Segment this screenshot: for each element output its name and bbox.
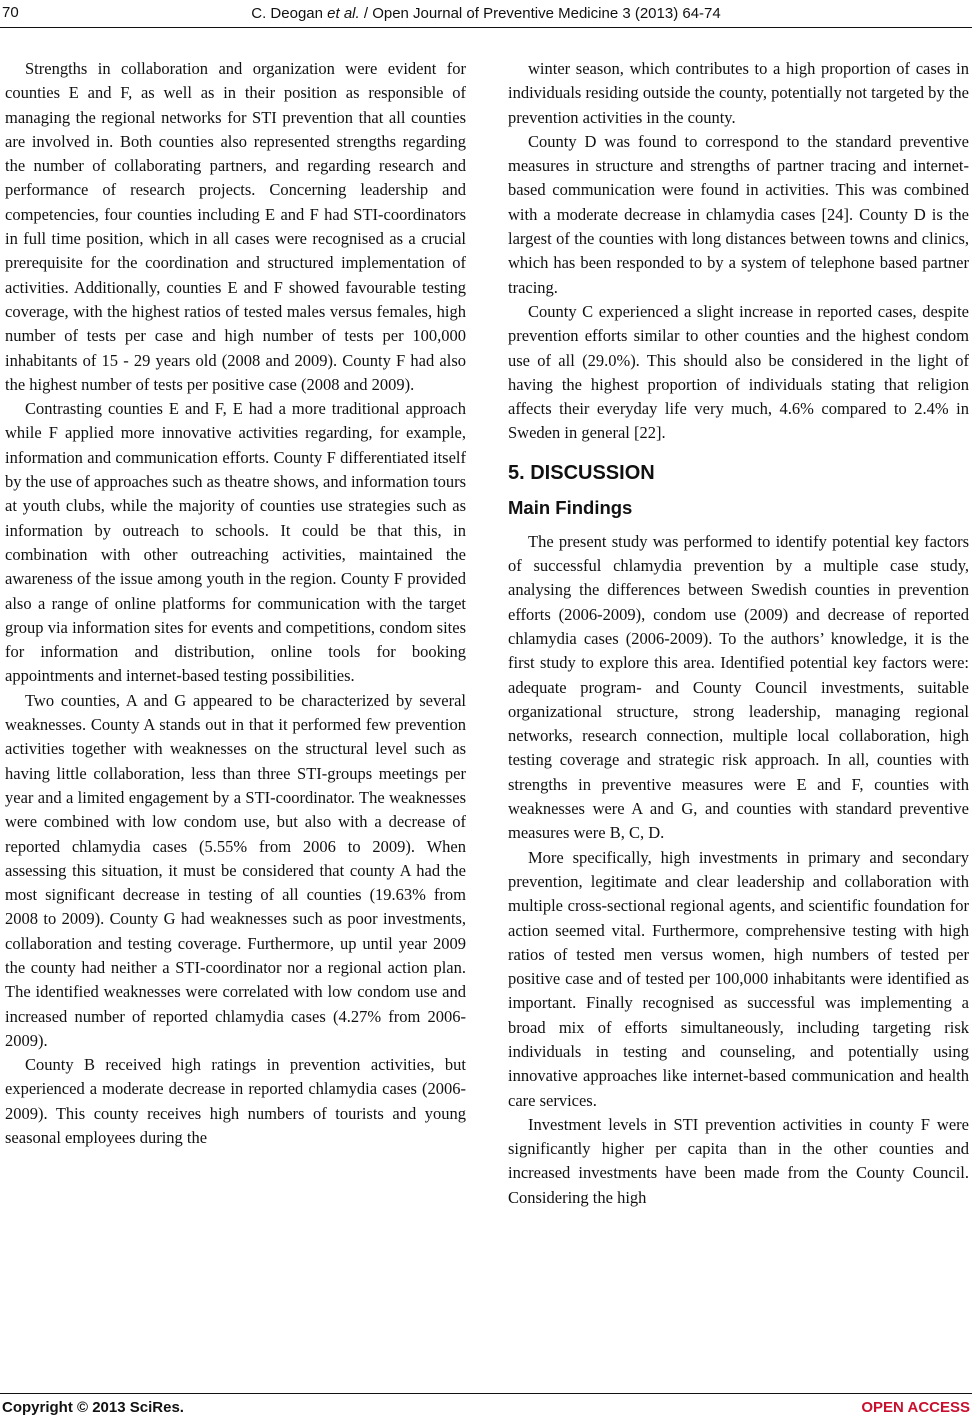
paragraph-county-c: County C experienced a slight increase in reported cases, despite prevention efforts similar to other counties and the highest condom use of all (29.0%). This should also be considered in the light of having the highest proportion of individuals stating that religion affects their everyday life very much, 4.6% compared to 2.4% in Sweden in general [22]. bbox=[508, 301, 969, 443]
footer-open-access: OPEN ACCESS bbox=[861, 1399, 970, 1416]
header-rule bbox=[0, 27, 972, 28]
paragraph-collaboration-strengths: Strengths in collaboration and organization were evident for counties E and F, as well as in their position as responsible of managing the regional networks for STI prevention that all counties are involved in. Both counties also represented strengths regarding the number of collaborating partners, and regarding research and performance of research projects. Concerning leadership and competencies, four counties including E and F had STI-coordinators in full time position, which in all cases were recognised as a crucial prerequisite for the coordination and structured implementation of activities. Additionally, counties E and F showed favourable testing coverage, with the highest ratios of tested males versus females, high number of tests per case and high number of tests per 100,000 inhabitants of 15 - 29 years old (2008 and 2009). County F had also the highest number of tests per positive case (2008 and 2009). bbox=[5, 59, 466, 394]
footer-rule bbox=[0, 1393, 972, 1394]
paragraph-county-d: County D was found to correspond to the standard preventive measures in structure and strengths of partner tracing and internet-based communication were found in activities. This was combined with a moderate decrease in chlamydia cases [24]. County D is the largest of the counties with long distances between towns and clinics, which has been responded to by a system of telephone based partner tracing. bbox=[508, 131, 969, 297]
paragraph-present-study: The present study was performed to identify potential key factors of successful chlamydia prevention by a multiple case study, analysing the differences between Swedish counties in prevention efforts (2006-2009), condom use (2009) and decrease of reported chlamydia cases (2006-2009). To the authors’ knowledge, it is the first study to explore this area. Identified potential key factors were: adequate program- and County Council investments, suitable organizational structure, strong leadership, managing regional networks, research connection, multiple local collaboration, high testing coverage and strategic risk approach. In all, counties with strengths in preventive measures were E and F, counties with weaknesses were A and G, and counties with standard preventive measures were B, C, D. bbox=[508, 531, 969, 843]
right-column bbox=[508, 57, 969, 1210]
header-authors: C. Deogan bbox=[251, 5, 328, 22]
paragraph-county-b: County B received high ratings in prevention activities, but experienced a moderate decrease in reported chlamydia cases (2006-2009). This county receives high numbers of tourists and young seasonal employees during the bbox=[5, 1055, 466, 1148]
paragraph-winter-season: winter season, which contributes to a high proportion of cases in individuals residing outside the county, potentially not targeted by the prevention activities in the county. bbox=[508, 59, 969, 127]
running-header bbox=[0, 5, 972, 22]
paragraph-contrasting-counties: Contrasting counties E and F, E had a more traditional approach while F applied more innovative activities regarding, for example, information and communication efforts. County F differentiated itself by the use of approaches such as theatre shows, and information tours at youth clubs, while the majority of counties use strategies such as information by outreach to schools. It could be that this, in combination with other outreaching activities, maintained the awareness of the issue among youth in the region. County F provided also a range of online platforms for communication with the target group via information sites for events and competitions, condom sites for information and distribution, online tools for booking appointments and internet-based testing possibilities. bbox=[5, 399, 466, 686]
header-et-al: et al. bbox=[327, 5, 360, 22]
paragraph-more-specifically: More specifically, high investments in primary and secondary prevention, legitimate and clear leadership and collaboration with multiple cross-sectional regional agents, and scientific foundation for action seemed vital. Furthermore, comprehensive testing with high ratios of tested men versus women, high numbers of tested per positive case and of tested per 100,000 inhabitants were identified as important. Finally recognised as successful was implementing a broad mix of efforts simultaneously, including targeting risk individuals in testing and counseling, and potentially using innovative approaches like internet-based communication and health care services. bbox=[508, 847, 969, 1110]
subsection-heading-main-findings: Main Findings bbox=[508, 496, 633, 518]
paragraph-investment-levels: Investment levels in STI prevention activities in county F were significantly higher per capita than in the other counties and increased investments have been made from the County Council. Considering the high bbox=[508, 1114, 969, 1207]
paragraph-weak-counties: Two counties, A and G appeared to be characterized by several weaknesses. County A stands out in that it performed few prevention activities together with weaknesses on the structural level such as having little collaboration, less than three STI-groups meetings per year and a limited engagement by a STI-coordinator. The weaknesses were combined with low condom use, but also with a decrease of reported chlamydia cases (5.55% from 2006 to 2009). When assessing this situation, it must be considered that county A had the most significant decrease in testing of all counties (19.63% from 2008 to 2009). County G had weaknesses such as poor investments, collaboration and testing coverage. Furthermore, up until year 2009 the county had neither a STI-coordinator nor a regional action plan. The identified weaknesses were correlated with low condom use and increased number of reported chlamydia cases (4.27% from 2006-2009). bbox=[5, 690, 466, 1050]
footer-copyright: Copyright © 2013 SciRes. bbox=[2, 1399, 184, 1416]
page-number: 70 bbox=[2, 4, 19, 21]
left-column bbox=[5, 57, 466, 1150]
section-heading-discussion: 5. DISCUSSION bbox=[508, 461, 655, 484]
header-journal: / Open Journal of Preventive Medicine 3 (2013) 64-74 bbox=[359, 5, 721, 22]
